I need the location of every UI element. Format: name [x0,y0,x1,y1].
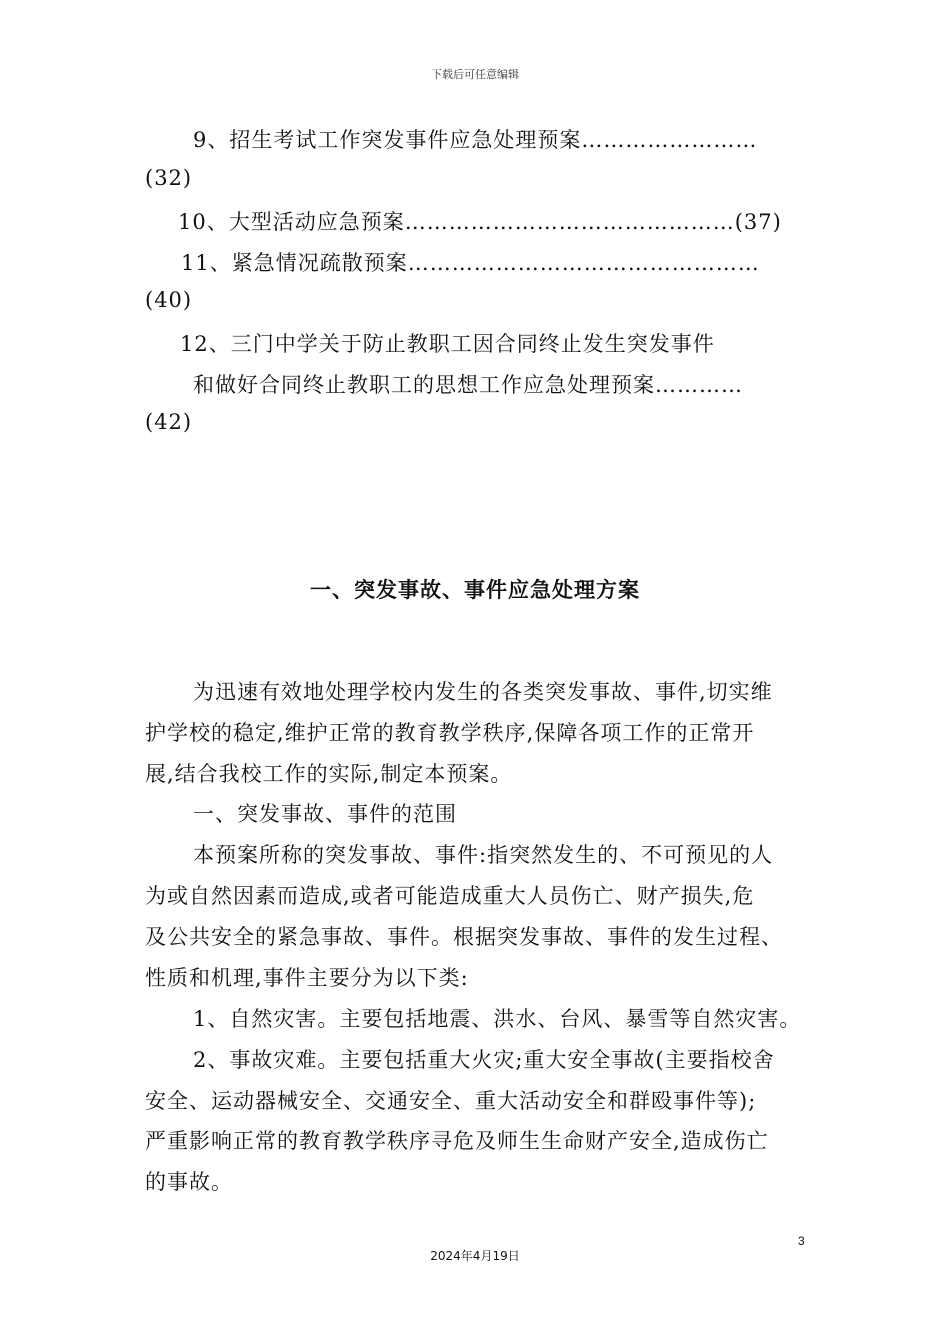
toc-entry-9: 9、招生考试工作突发事件应急处理预案…………………… [193,128,758,152]
toc-entry-12: 12、三门中学关于防止教职工因合同终止发生突发事件 [180,332,715,356]
body-paragraph-line: 的事故。 [145,1170,233,1194]
toc-entry-12-cont: 和做好合同终止教职工的思想工作应急处理预案………… [193,373,743,397]
subheading-scope: 一、突发事故、事件的范围 [193,802,457,826]
body-paragraph-line: 严重影响正常的教育教学秩序寻危及师生生命财产安全,造成伤亡 [145,1129,769,1153]
body-paragraph-line: 本预案所称的突发事故、事件:指突然发生的、不可预见的人 [193,843,774,867]
footer-date: 2024年4月19日 [430,1249,520,1263]
toc-entry-12-page: (42) [145,410,193,434]
body-paragraph-line: 性质和机理,事件主要分为以下类: [145,966,469,990]
body-paragraph-line: 为迅速有效地处理学校内发生的各类突发事故、事件,切实维 [193,680,773,704]
toc-entry-11: 11、紧急情况疏散预案………………………………………… [181,251,760,275]
body-paragraph-line: 展,结合我校工作的实际,制定本预案。 [145,762,513,786]
body-paragraph-line: 安全、运动器械安全、交通安全、重大活动安全和群殴事件等); [145,1089,757,1113]
toc-entry-10: 10、大型活动应急预案………………………………………(37) [178,210,782,234]
body-paragraph-line: 2、事故灾难。主要包括重大火灾;重大安全事故(主要指校舍 [193,1048,775,1072]
section-title: 一、突发事故、事件应急处理方案 [310,577,640,602]
body-paragraph-line: 为或自然因素而造成,或者可能造成重大人员伤亡、财产损失,危 [145,884,755,908]
body-paragraph-line: 护学校的稳定,维护正常的教育教学秩序,保障各项工作的正常开 [145,721,755,745]
toc-entry-9-page: (32) [145,166,193,190]
body-paragraph-line: 及公共安全的紧急事故、事件。根据突发事故、事件的发生过程、 [145,925,783,949]
toc-entry-11-page: (40) [145,288,193,312]
page-number: 3 [798,1234,805,1248]
body-paragraph-line: 1、自然灾害。主要包括地震、洪水、台风、暴雪等自然灾害。 [193,1007,802,1031]
page-header: 下载后可任意编辑 [431,68,519,81]
